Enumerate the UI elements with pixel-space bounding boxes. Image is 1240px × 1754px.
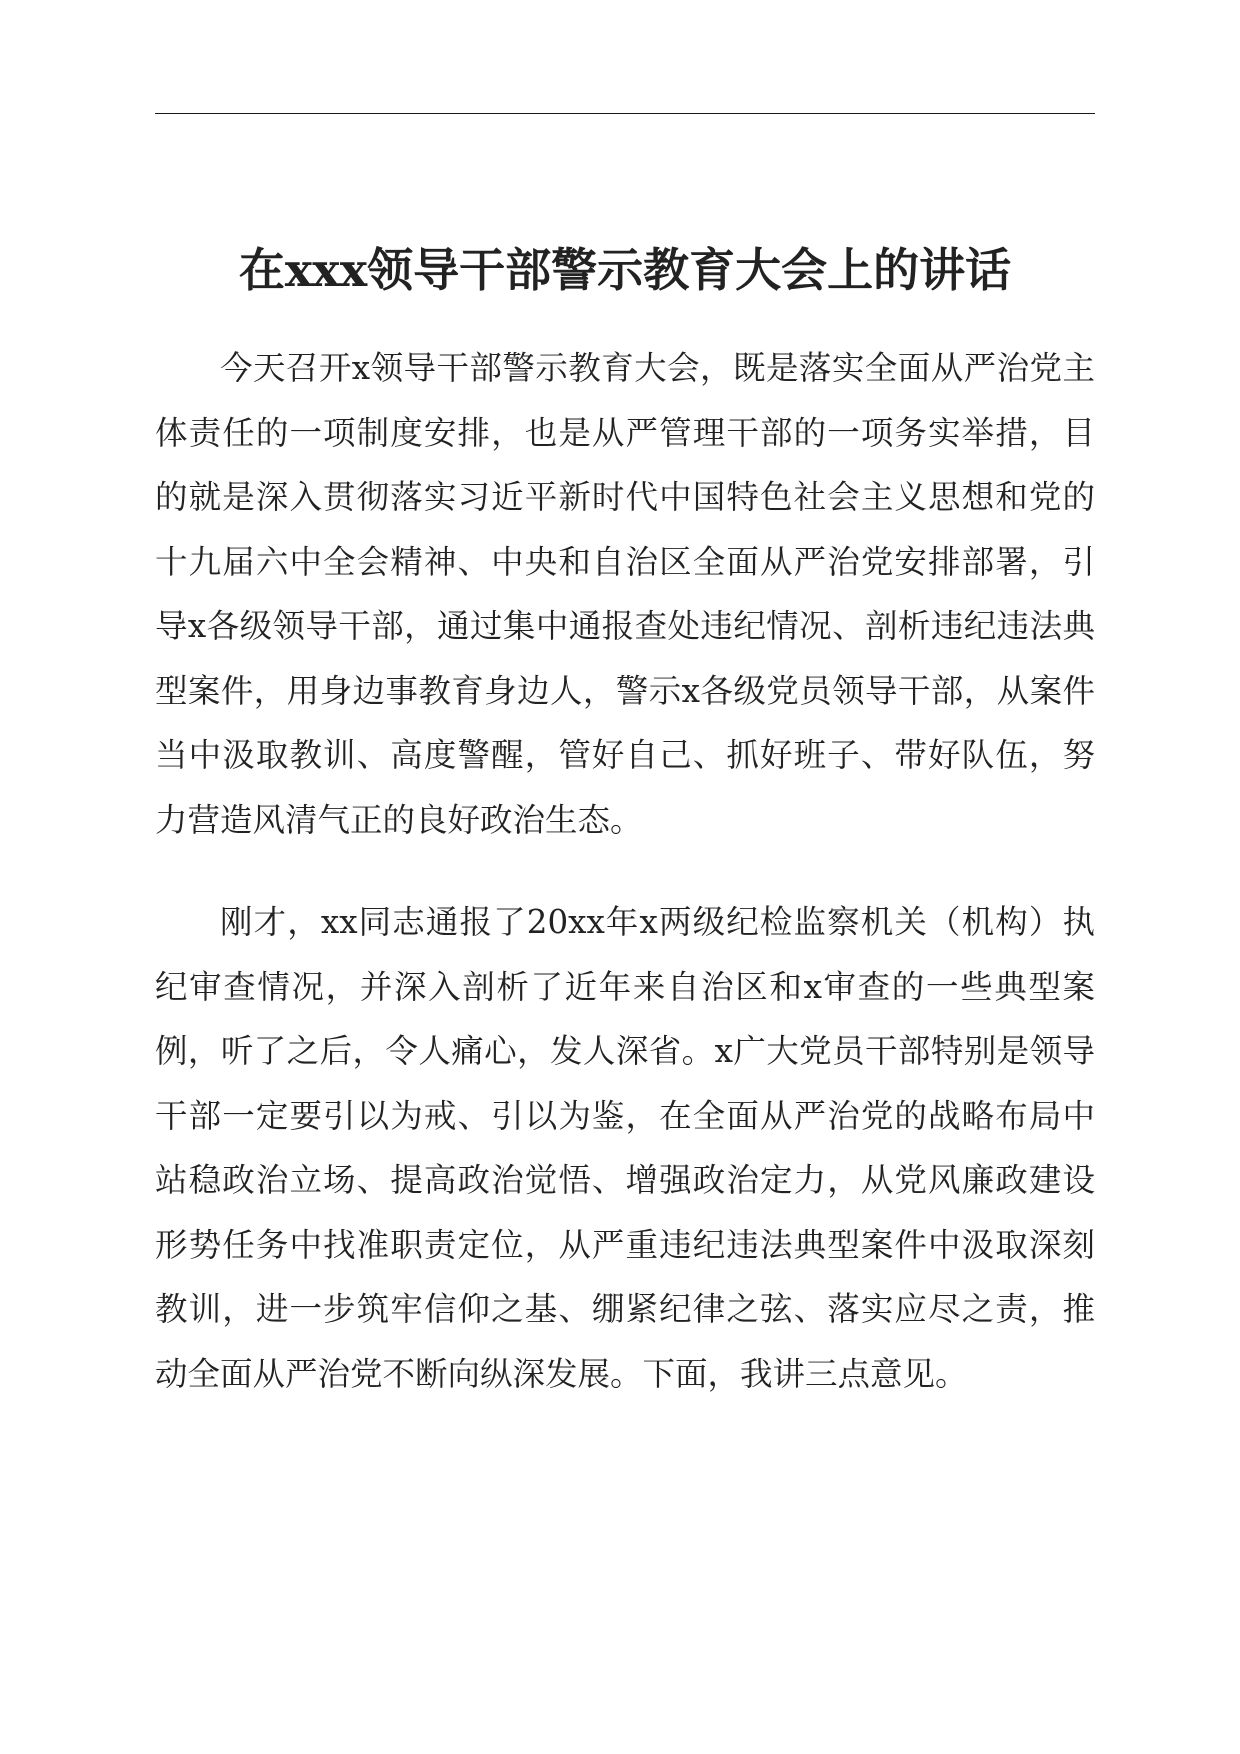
body-paragraph: 今天召开x领导干部警示教育大会，既是落实全面从严治党主体责任的一项制度安排，也是从严管理干部的一项务实举措，目的就是深入贯彻落实习近平新时代中国特色社会主义思想和党的十九届六中全会精神、中央和自治区全面从严治党安排部署，引导x各级领导干部，通过集中通报查处违纪情况、剖析违纪违法典型案件，用身边事教育身边人，警示x各级党员领导干部，从案件当中汲取教训、高度警醒，管好自己、抓好班子、带好队伍，努力营造风清气正的良好政治生态。 [155, 349, 1095, 839]
body-paragraph: 刚才，xx同志通报了20xx年x两级纪检监察机关（机构）执纪审查情况，并深入剖析了近年来自治区和x审查的一些典型案例，听了之后，令人痛心，发人深省。x广大党员干部特别是领导干部一定要引以为戒、引以为鉴，在全面从严治党的战略布局中站稳政治立场、提高政治觉悟、增强政治定力，从党风廉政建设形势任务中找准职责定位，从严重违纪违法典型案件中汲取深刻教训，进一步筑牢信仰之基、绷紧纪律之弦、落实应尽之责，推动全面从严治党不断向纵深发展。下面，我讲三点意见。 [155, 903, 1095, 1393]
header-rule [155, 113, 1095, 114]
document-title: 在xxx领导干部警示教育大会上的讲话 [238, 243, 1012, 297]
